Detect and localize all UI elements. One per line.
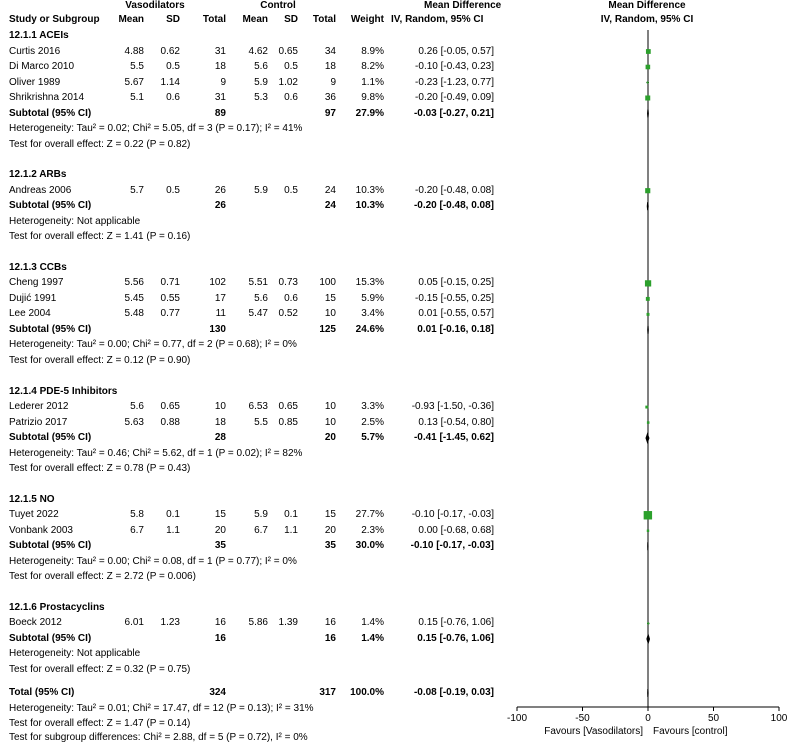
study-name-cell: Di Marco 2010 [9,61,75,72]
study-name-cell: Oliver 1989 [9,76,61,88]
study-n2-cell: 10 [324,308,336,320]
study-sd2-cell: 0.5 [284,61,298,72]
study-n1-cell: 20 [214,524,226,536]
total-heterogeneity-text: Heterogeneity: Tau² = 0.01; Chi² = 17.47, df = 12 (P = 0.13); I² = 31% [9,703,314,714]
study-ci-cell: -0.10 [-0.43, 0.23] [415,61,494,72]
study-ci-cell: -0.10 [-0.17, -0.03] [411,509,494,521]
subtotal-ci-cell: 0.01 [-0.16, 0.18] [417,323,494,335]
total-weight-cell: 100.0% [350,687,384,698]
subtotal-weight-cell: 5.7% [361,432,384,444]
total-n1-cell: 324 [209,687,226,698]
study-marker [645,280,651,286]
study-n1-cell: 26 [214,184,226,196]
study-n1-cell: 15 [214,509,226,521]
mean2-column-header: Mean [242,14,268,25]
total-n2-cell: 317 [319,687,336,698]
study-ci-cell: 0.13 [-0.54, 0.80] [418,416,494,428]
study-m2-cell: 6.53 [248,401,268,413]
sd2-column-header: SD [284,14,298,25]
x-tick-label: 0 [645,713,651,724]
study-n1-cell: 31 [214,45,226,57]
subtotal-label: Subtotal (95% CI) [9,540,92,552]
study-sd1-cell: 0.77 [160,308,180,320]
study-name-cell: Andreas 2006 [9,184,72,196]
study-n1-cell: 16 [214,617,226,629]
study-sd2-cell: 0.6 [284,292,298,304]
study-m2-cell: 5.86 [248,617,268,629]
study-n1-cell: 18 [214,416,226,428]
study-sd1-cell: 1.14 [160,76,180,88]
subtotal-ci-cell: -0.20 [-0.48, 0.08] [413,200,494,212]
study-m2-cell: 6.7 [254,524,268,536]
study-sd2-cell: 0.65 [278,401,298,413]
heterogeneity-text: Heterogeneity: Tau² = 0.02; Chi² = 5.05, df = 3 (P = 0.17); I² = 41% [9,123,303,134]
subtotal-diamond [648,110,649,118]
study-weight-cell: 8.9% [361,45,384,57]
subtotal-weight-cell: 24.6% [355,323,384,335]
study-m2-cell: 5.3 [254,92,268,103]
study-sd2-cell: 1.39 [278,617,298,629]
study-marker [647,421,650,424]
study-sd1-cell: 0.1 [166,509,180,521]
subtotal-ci-cell: -0.10 [-0.17, -0.03] [410,540,494,552]
study-sd2-cell: 0.1 [284,509,298,521]
favours-left-label: Favours [Vasodilators] [544,726,643,737]
study-sd2-cell: 0.65 [278,45,298,57]
study-m1-cell: 5.1 [130,92,144,103]
study-m1-cell: 5.7 [130,184,144,196]
study-name-cell: Cheng 1997 [9,277,64,289]
study-n1-cell: 17 [214,292,226,304]
study-m1-cell: 5.5 [130,61,144,72]
study-n1-cell: 10 [214,401,226,413]
study-n1-cell: 9 [220,76,226,88]
subtotal-n1-cell: 28 [214,432,226,444]
subtotal-weight-cell: 30.0% [355,540,384,552]
study-ci-cell: -0.20 [-0.48, 0.08] [415,184,494,196]
study-marker [646,49,651,54]
subtotal-n1-cell: 130 [209,323,226,335]
study-ci-cell: 0.15 [-0.76, 1.06] [418,617,494,629]
study-name-cell: Lee 2004 [9,308,51,320]
overall-effect-text: Test for overall effect: Z = 0.32 (P = 0.75) [9,663,191,675]
study-n1-cell: 31 [214,92,226,103]
study-name-cell: Vonbank 2003 [9,524,73,536]
study-n2-cell: 34 [324,45,336,57]
subtotal-label: Subtotal (95% CI) [9,632,92,644]
subgroup-title: 12.1.6 Prostacyclins [9,601,105,613]
subtotal-weight-cell: 1.4% [361,632,384,644]
total1-column-header: Total [202,14,226,25]
study-n2-cell: 100 [319,277,336,289]
study-weight-cell: 15.3% [355,277,384,289]
study-sd1-cell: 0.6 [166,92,180,103]
overall-effect-text: Test for overall effect: Z = 0.12 (P = 0.90) [9,354,191,366]
subgroup-title: 12.1.5 NO [9,493,55,505]
study-sd2-cell: 0.6 [284,92,298,103]
study-marker [647,313,650,316]
study-name-cell: Curtis 2016 [9,45,61,57]
study-n2-cell: 15 [324,509,336,521]
x-tick-label: -50 [575,713,590,724]
x-tick-label: 100 [770,713,788,724]
study-sd2-cell: 0.52 [278,308,298,320]
subtotal-weight-cell: 27.9% [355,107,384,119]
subtotal-n1-cell: 35 [214,540,226,552]
study-name-cell: Tuyet 2022 [9,509,59,521]
study-weight-cell: 1.4% [361,617,384,629]
study-weight-cell: 9.8% [361,92,384,103]
favours-right-label: Favours [control] [653,726,728,737]
study-marker [647,622,649,624]
study-m2-cell: 5.6 [254,61,268,72]
total-label: Total (95% CI) [9,687,75,698]
study-m1-cell: 4.88 [124,45,144,57]
study-sd1-cell: 0.5 [166,184,180,196]
study-n2-cell: 10 [324,401,336,413]
mean1-column-header: Mean [118,14,144,25]
subtotal-n2-cell: 20 [324,432,336,444]
study-m1-cell: 6.01 [124,617,144,629]
study-marker [647,530,649,532]
study-m1-cell: 5.63 [124,416,144,428]
study-m1-cell: 5.48 [124,308,144,320]
study-m2-cell: 5.6 [254,292,268,304]
study-marker [647,82,649,84]
subtotal-label: Subtotal (95% CI) [9,200,92,212]
study-m1-cell: 5.8 [130,509,144,521]
effect-method: IV, Random, 95% CI [391,14,484,25]
study-name-cell: Lederer 2012 [9,401,69,413]
study-ci-cell: -0.23 [-1.23, 0.77] [415,76,494,88]
effect-title: Mean Difference [424,0,502,11]
heterogeneity-text: Heterogeneity: Not applicable [9,215,141,227]
subtotal-n2-cell: 16 [324,632,336,644]
study-n2-cell: 16 [324,617,336,629]
study-n2-cell: 20 [324,524,336,536]
study-sd2-cell: 0.85 [278,416,298,428]
overall-effect-text: Test for overall effect: Z = 0.22 (P = 0.82) [9,138,191,150]
subtotal-n1-cell: 89 [214,107,226,119]
study-marker [646,65,651,70]
study-n2-cell: 9 [330,76,336,88]
heterogeneity-text: Heterogeneity: Tau² = 0.00; Chi² = 0.77, df = 2 (P = 0.68); I² = 0% [9,339,297,351]
study-n2-cell: 24 [324,184,336,196]
study-m2-cell: 4.62 [248,45,268,57]
total-ci-cell: -0.08 [-0.19, 0.03] [413,687,494,698]
heterogeneity-text: Heterogeneity: Tau² = 0.00; Chi² = 0.08, df = 1 (P = 0.77); I² = 0% [9,555,297,567]
subtotal-ci-cell: -0.41 [-1.45, 0.62] [413,432,494,444]
subtotal-weight-cell: 10.3% [355,200,384,212]
study-sd1-cell: 0.88 [160,416,180,428]
study-weight-cell: 8.2% [361,61,384,72]
study-weight-cell: 2.3% [361,524,384,536]
study-weight-cell: 3.4% [361,308,384,320]
study-name-cell: Shrikrishna 2014 [9,92,85,103]
study-ci-cell: -0.15 [-0.55, 0.25] [415,292,494,304]
subtotal-n2-cell: 125 [319,323,336,335]
study-sd2-cell: 0.73 [278,277,298,289]
heterogeneity-text: Heterogeneity: Tau² = 0.46; Chi² = 5.62, df = 1 (P = 0.02); I² = 82% [9,447,303,459]
study-weight-cell: 10.3% [355,184,384,196]
subgroup-title: 12.1.2 ARBs [9,169,67,181]
study-sd1-cell: 0.71 [160,277,180,289]
subtotal-n2-cell: 24 [324,200,336,212]
study-marker [645,95,650,100]
study-n2-cell: 10 [324,416,336,428]
study-weight-cell: 27.7% [355,509,384,521]
subtotal-n1-cell: 26 [214,200,226,212]
study-ci-cell: 0.05 [-0.15, 0.25] [418,277,494,289]
study-name-cell: Patrizio 2017 [9,416,68,428]
study-weight-cell: 1.1% [361,76,384,88]
study-m2-cell: 5.9 [254,509,268,521]
study-m2-cell: 5.9 [254,76,268,88]
study-marker [645,188,650,193]
subtotal-ci-cell: 0.15 [-0.76, 1.06] [417,632,494,644]
study-m2-cell: 5.47 [248,308,268,320]
subtotal-n2-cell: 35 [324,540,336,552]
subtotal-n1-cell: 16 [214,632,226,644]
study-sd1-cell: 0.65 [160,401,180,413]
study-marker [644,511,652,519]
total2-column-header: Total [312,14,336,25]
study-ci-cell: 0.01 [-0.55, 0.57] [418,308,494,320]
study-n2-cell: 36 [324,92,336,103]
study-sd1-cell: 1.23 [160,617,180,629]
study-n1-cell: 11 [215,308,226,320]
study-m1-cell: 5.6 [130,401,144,413]
subtotal-diamond [647,202,648,210]
subgroup-title: 12.1.3 CCBs [9,261,67,273]
study-n1-cell: 18 [214,61,226,72]
study-m2-cell: 5.51 [248,277,268,289]
study-name-cell: Boeck 2012 [9,617,62,629]
study-ci-cell: 0.00 [-0.68, 0.68] [418,524,494,536]
study-m1-cell: 5.45 [124,292,144,304]
total-overall-effect-text: Test for overall effect: Z = 1.47 (P = 0.14) [9,718,191,729]
study-weight-cell: 3.3% [361,401,384,413]
subtotal-ci-cell: -0.03 [-0.27, 0.21] [413,107,494,119]
study-m2-cell: 5.9 [254,184,268,196]
subgroup-title: 12.1.1 ACEIs [9,30,69,41]
study-n1-cell: 102 [209,277,226,289]
study-m1-cell: 5.56 [124,277,144,289]
study-sd1-cell: 0.55 [160,292,180,304]
subtotal-label: Subtotal (95% CI) [9,432,92,444]
study-column-header: Study or Subgroup [9,14,100,25]
subtotal-diamond [647,635,649,643]
study-name-cell: Dujić 1991 [9,292,57,304]
plot-method: IV, Random, 95% CI [600,14,694,25]
study-sd2-cell: 0.5 [284,184,298,196]
study-sd1-cell: 0.62 [160,45,180,57]
subtotal-n2-cell: 97 [324,107,336,119]
group1-header: Vasodilators [125,0,185,11]
study-ci-cell: -0.93 [-1.50, -0.36] [411,401,494,413]
subtotal-label: Subtotal (95% CI) [9,323,92,335]
study-weight-cell: 5.9% [361,292,384,304]
study-weight-cell: 2.5% [361,416,384,428]
study-sd2-cell: 1.02 [278,76,298,88]
subtotal-diamond [646,434,649,442]
study-m1-cell: 6.7 [130,524,144,536]
study-n2-cell: 15 [324,292,336,304]
study-m2-cell: 5.5 [254,416,268,428]
x-tick-label: 50 [707,713,720,724]
study-ci-cell: 0.26 [-0.05, 0.57] [418,45,494,57]
study-n2-cell: 18 [324,61,336,72]
subtotal-label: Subtotal (95% CI) [9,107,92,119]
subgroup-title: 12.1.4 PDE-5 Inhibitors [9,385,118,397]
weight-column-header: Weight [350,14,384,25]
overall-effect-text: Test for overall effect: Z = 0.78 (P = 0.43) [9,463,191,475]
study-ci-cell: -0.20 [-0.49, 0.09] [415,92,494,103]
study-marker [645,406,648,409]
study-sd2-cell: 1.1 [284,524,298,536]
subgroup-differences-text: Test for subgroup differences: Chi² = 2.88, df = 5 (P = 0.72), I² = 0% [9,732,308,743]
heterogeneity-text: Heterogeneity: Not applicable [9,648,141,660]
overall-effect-text: Test for overall effect: Z = 2.72 (P = 0.006) [9,571,196,583]
sd1-column-header: SD [166,14,180,25]
x-tick-label: -100 [506,713,528,724]
study-sd1-cell: 1.1 [166,524,180,536]
overall-effect-text: Test for overall effect: Z = 1.41 (P = 0.16) [9,231,191,243]
study-marker [646,297,650,301]
study-m1-cell: 5.67 [124,76,144,88]
study-sd1-cell: 0.5 [166,61,180,72]
group2-header: Control [260,0,296,11]
plot-title: Mean Difference [608,0,686,11]
